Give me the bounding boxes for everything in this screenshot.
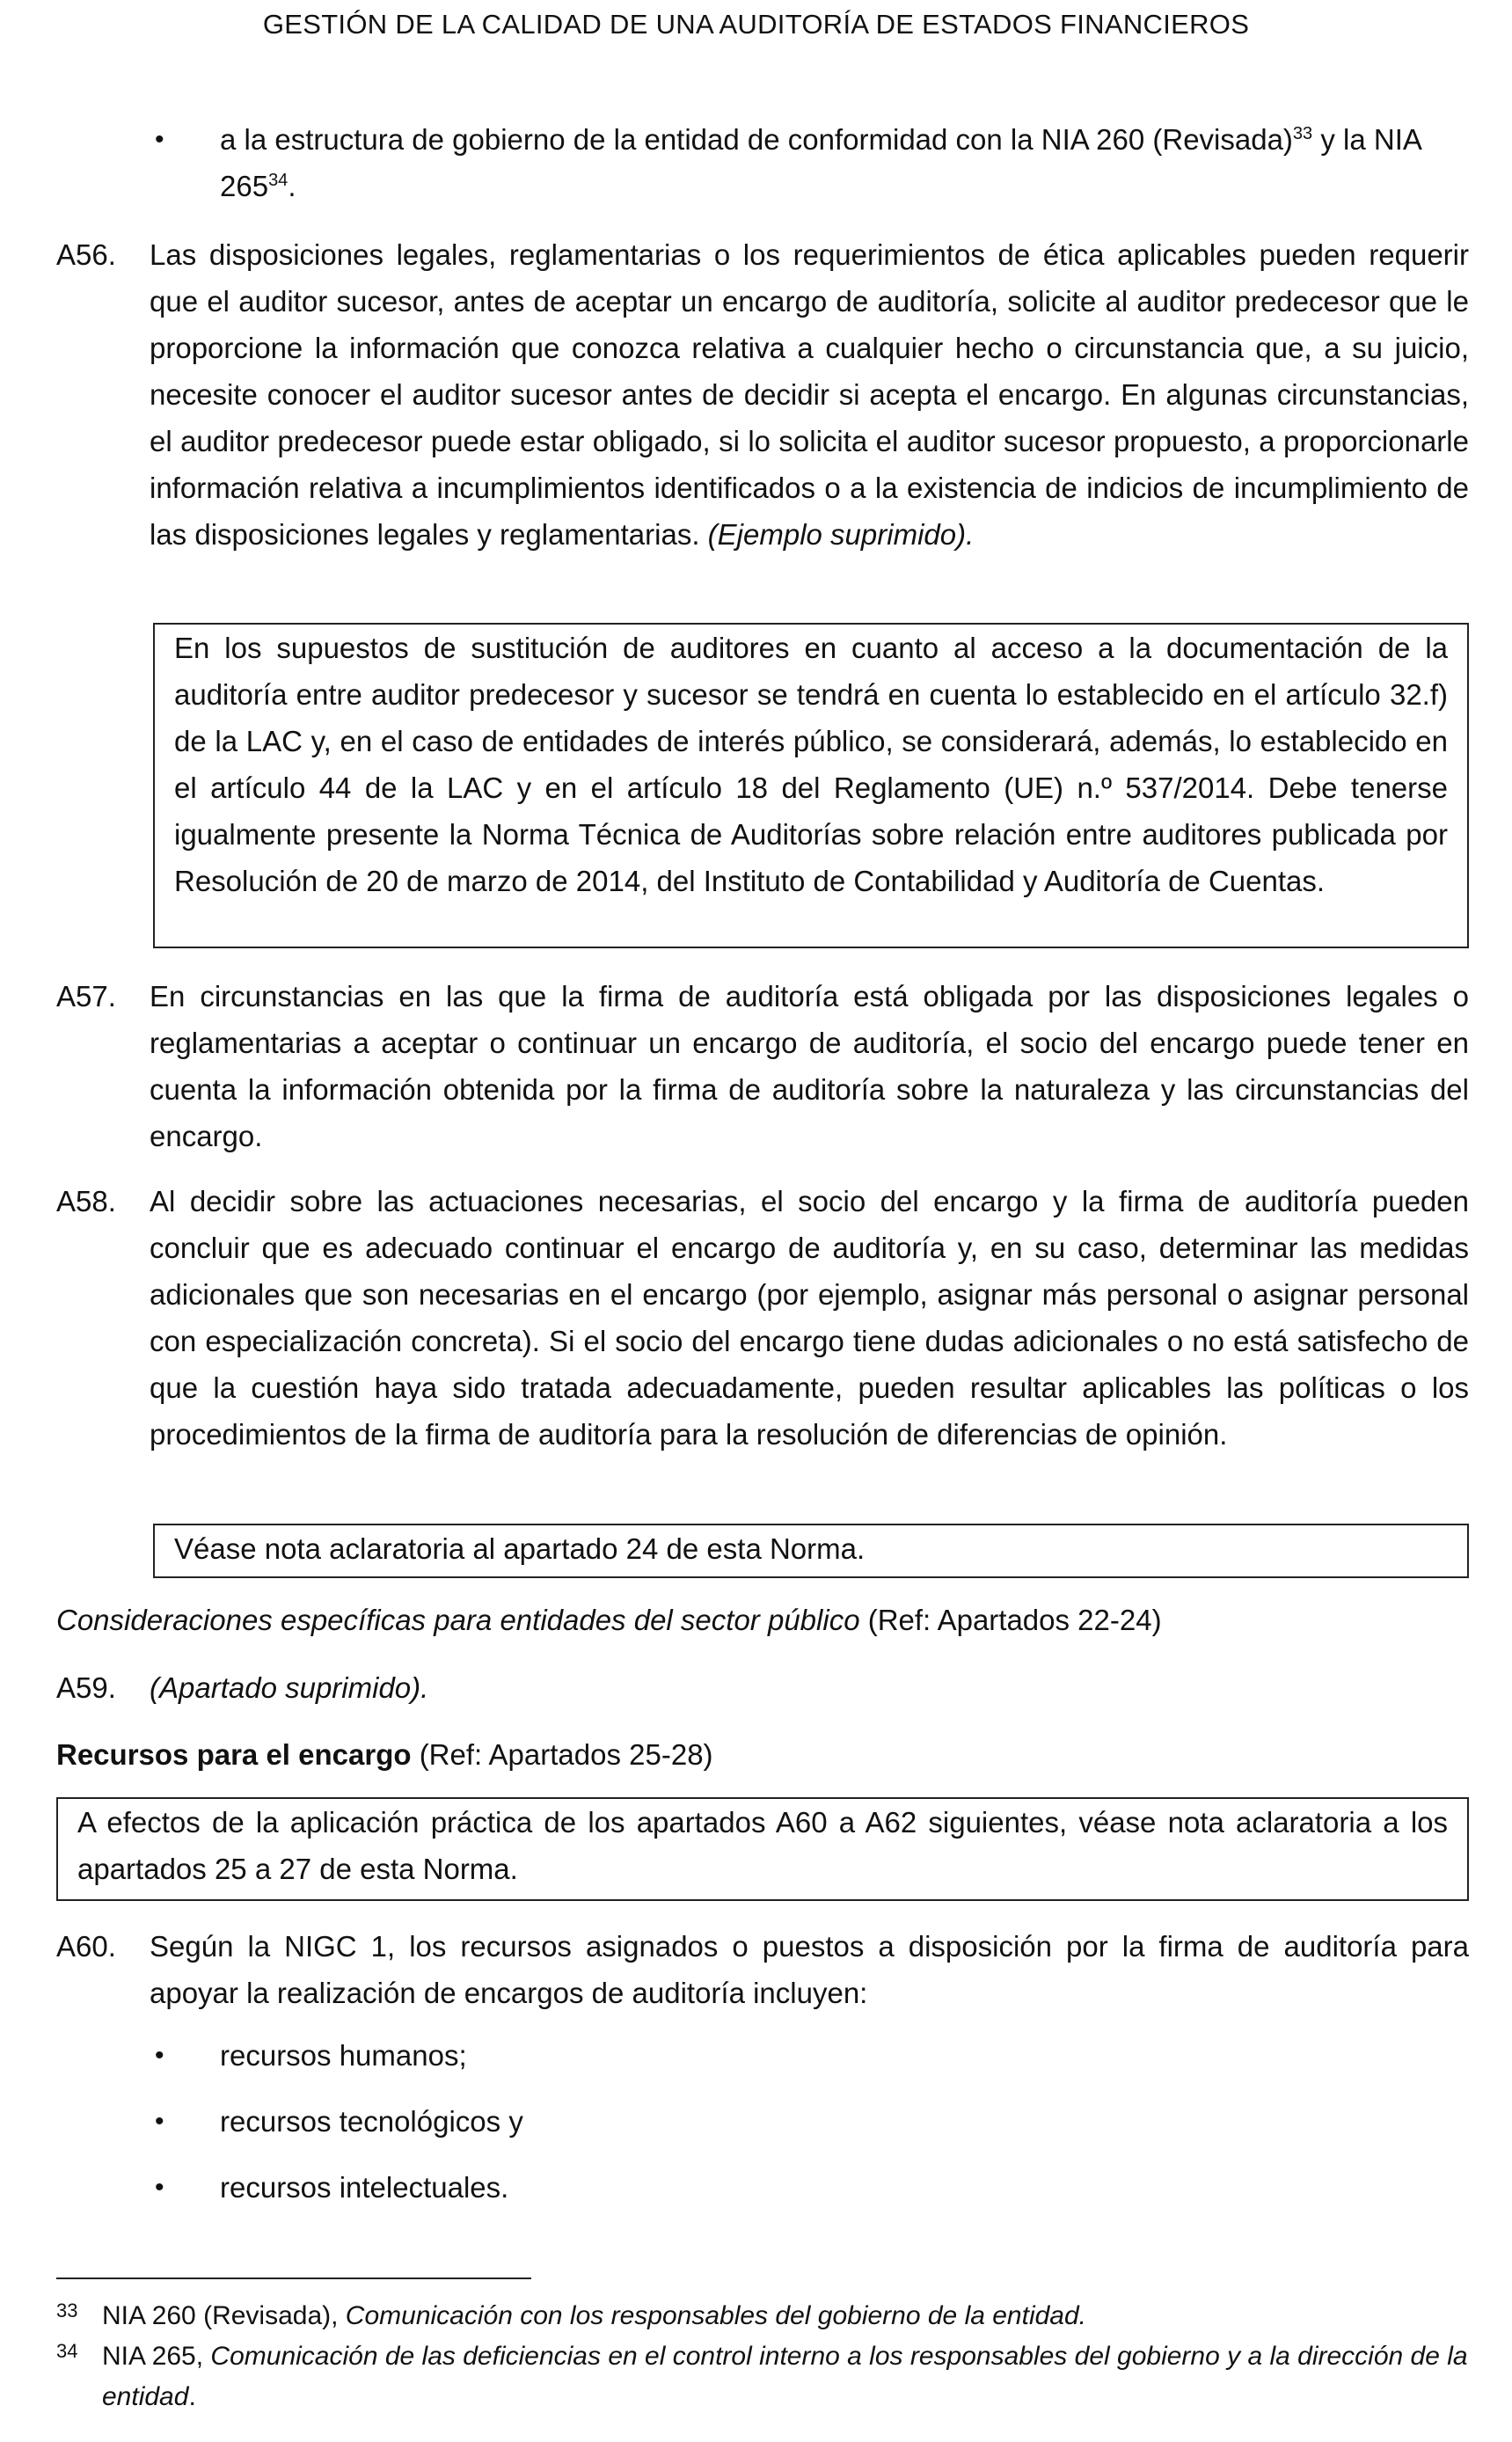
- footnote-separator: [56, 2277, 531, 2279]
- footnote-text-plain: NIA 265,: [102, 2342, 211, 2371]
- paragraph-a59: (Apartado suprimido).: [150, 1671, 429, 1704]
- top-bullet-text-b: y la NIA 265: [220, 123, 1421, 202]
- paragraph-a60: Según la NIGC 1, los recursos asignados o puestos a disposición por la firma de auditoría para apoyar la realización de encargos de auditoría incluyen:: [150, 1930, 1469, 2009]
- section-heading-sector-publico-ref: (Ref: Apartados 22-24): [867, 1604, 1162, 1636]
- section-heading-sector-publico: [56, 1597, 1464, 1643]
- footnote-text-tail: .: [188, 2382, 196, 2411]
- paragraph-number-a57: A57.: [56, 980, 116, 1013]
- footnote-number: 34: [56, 2340, 78, 2362]
- footnote-number: 33: [56, 2299, 78, 2321]
- top-bullet-text: [220, 116, 1469, 209]
- running-header: GESTIÓN DE LA CALIDAD DE UNA AUDITORÍA DE ESTADOS FINANCIEROS: [262, 9, 1250, 40]
- paragraph-number-a59: A59.: [56, 1671, 116, 1704]
- bullet-marker: •: [155, 2041, 164, 2070]
- section-heading-sector-publico-title: Consideraciones específicas para entidades del sector público: [56, 1604, 860, 1636]
- footnote-text: [102, 2336, 1472, 2417]
- footnote-text: [102, 2296, 1472, 2336]
- note-box-sustitucion: [153, 623, 1469, 948]
- footnote-ref-33[interactable]: 33: [1292, 124, 1313, 143]
- paragraph-number-a56: A56.: [56, 238, 116, 271]
- note-box-sustitucion-text: En los supuestos de sustitución de auditores en cuanto al acceso a la documentación de la auditoría entre auditor predecesor y sucesor se tendrá en cuenta lo establecido en el artículo 32.f) de la LAC y, en el caso de entidades de interés público, se considerará, además, lo establecido en el artículo 44 de la LAC y en el artículo 18 del Reglamento (UE) n.º 537/2014. Debe tenerse igualmente presente la Norma Técnica de Auditorías sobre relación entre auditores publicada por Resolución de 20 de marzo de 2014, del Instituto de Contabilidad y Auditoría de Cuentas.: [174, 632, 1448, 897]
- section-heading-recursos: [56, 1731, 1464, 1778]
- footnote-text-italic: Comunicación con los responsables del gobierno de la entidad.: [345, 2301, 1087, 2330]
- note-box-apartados-a60-a62: [56, 1797, 1469, 1901]
- list-item: recursos intelectuales.: [220, 2171, 509, 2204]
- paragraph-number-a60: A60.: [56, 1930, 116, 1963]
- note-box-apartado-24: [153, 1524, 1469, 1578]
- section-heading-recursos-ref: (Ref: Apartados 25-28): [419, 1738, 713, 1771]
- footnote-text-italic: Comunicación de las deficiencias en el control interno a los responsables del gobierno y a la dirección de la entidad: [102, 2342, 1468, 2411]
- paragraph-a56-italic: (Ejemplo suprimido).: [707, 518, 975, 551]
- note-box-apartados-a60-a62-text: A efectos de la aplicación práctica de los apartados A60 a A62 siguientes, véase nota aclaratoria a los apartados 25 a 27 de esta Norma.: [77, 1806, 1448, 1885]
- footnote-text-plain: NIA 260 (Revisada),: [102, 2301, 346, 2330]
- footnote-ref-34[interactable]: 34: [268, 171, 289, 190]
- note-box-apartado-24-text: Véase nota aclaratoria al apartado 24 de esta Norma.: [174, 1532, 866, 1565]
- section-heading-recursos-title: Recursos para el encargo: [56, 1738, 412, 1771]
- paragraph-a57: En circunstancias en las que la firma de auditoría está obligada por las disposiciones legales o reglamentarias a aceptar o continuar un encargo de auditoría, el socio del encargo puede tener en cuenta la información obtenida por la firma de auditoría sobre la naturaleza y las circunstancias del encargo.: [150, 980, 1469, 1152]
- paragraph-number-a58: A58.: [56, 1185, 116, 1217]
- bullet-marker: •: [155, 2107, 164, 2136]
- list-item: recursos tecnológicos y: [220, 2105, 523, 2138]
- paragraph-a58: Al decidir sobre las actuaciones necesarias, el socio del encargo y la firma de auditoría pueden concluir que es adecuado continuar el encargo de auditoría y, en su caso, determinar las medidas adicionales que son necesarias en el encargo (por ejemplo, asignar más personal o asignar personal con especialización concreta). Si el socio del encargo tiene dudas adicionales o no está satisfecho de que la cuestión haya sido tratada adecuadamente, pueden resultar aplicables las políticas o los procedimientos de la firma de auditoría para la resolución de diferencias de opinión.: [150, 1185, 1469, 1451]
- bullet-marker: •: [155, 2173, 164, 2202]
- top-bullet-text-a: a la estructura de gobierno de la entidad de conformidad con la NIA 260 (Revisada): [220, 123, 1293, 156]
- top-bullet-text-c: .: [288, 170, 296, 202]
- paragraph-a56-text: Las disposiciones legales, reglamentarias o los requerimientos de ética aplicables pueden requerir que el auditor sucesor, antes de aceptar un encargo de auditoría, solicite al auditor predecesor que le proporcione la información que conozca relativa a cualquier hecho o circunstancia que, a su juicio, necesite conocer el auditor sucesor antes de decidir si acepta el encargo. En algunas circunstancias, el auditor predecesor puede estar obligado, si lo solicita el auditor sucesor propuesto, a proporcionarle información relativa a incumplimientos identificados o a la existencia de indicios de incumplimiento de las disposiciones legales y reglamentarias.: [150, 238, 1469, 551]
- bullet-marker: •: [155, 125, 164, 154]
- paragraph-a56: [150, 231, 1469, 558]
- list-item: recursos humanos;: [220, 2039, 467, 2072]
